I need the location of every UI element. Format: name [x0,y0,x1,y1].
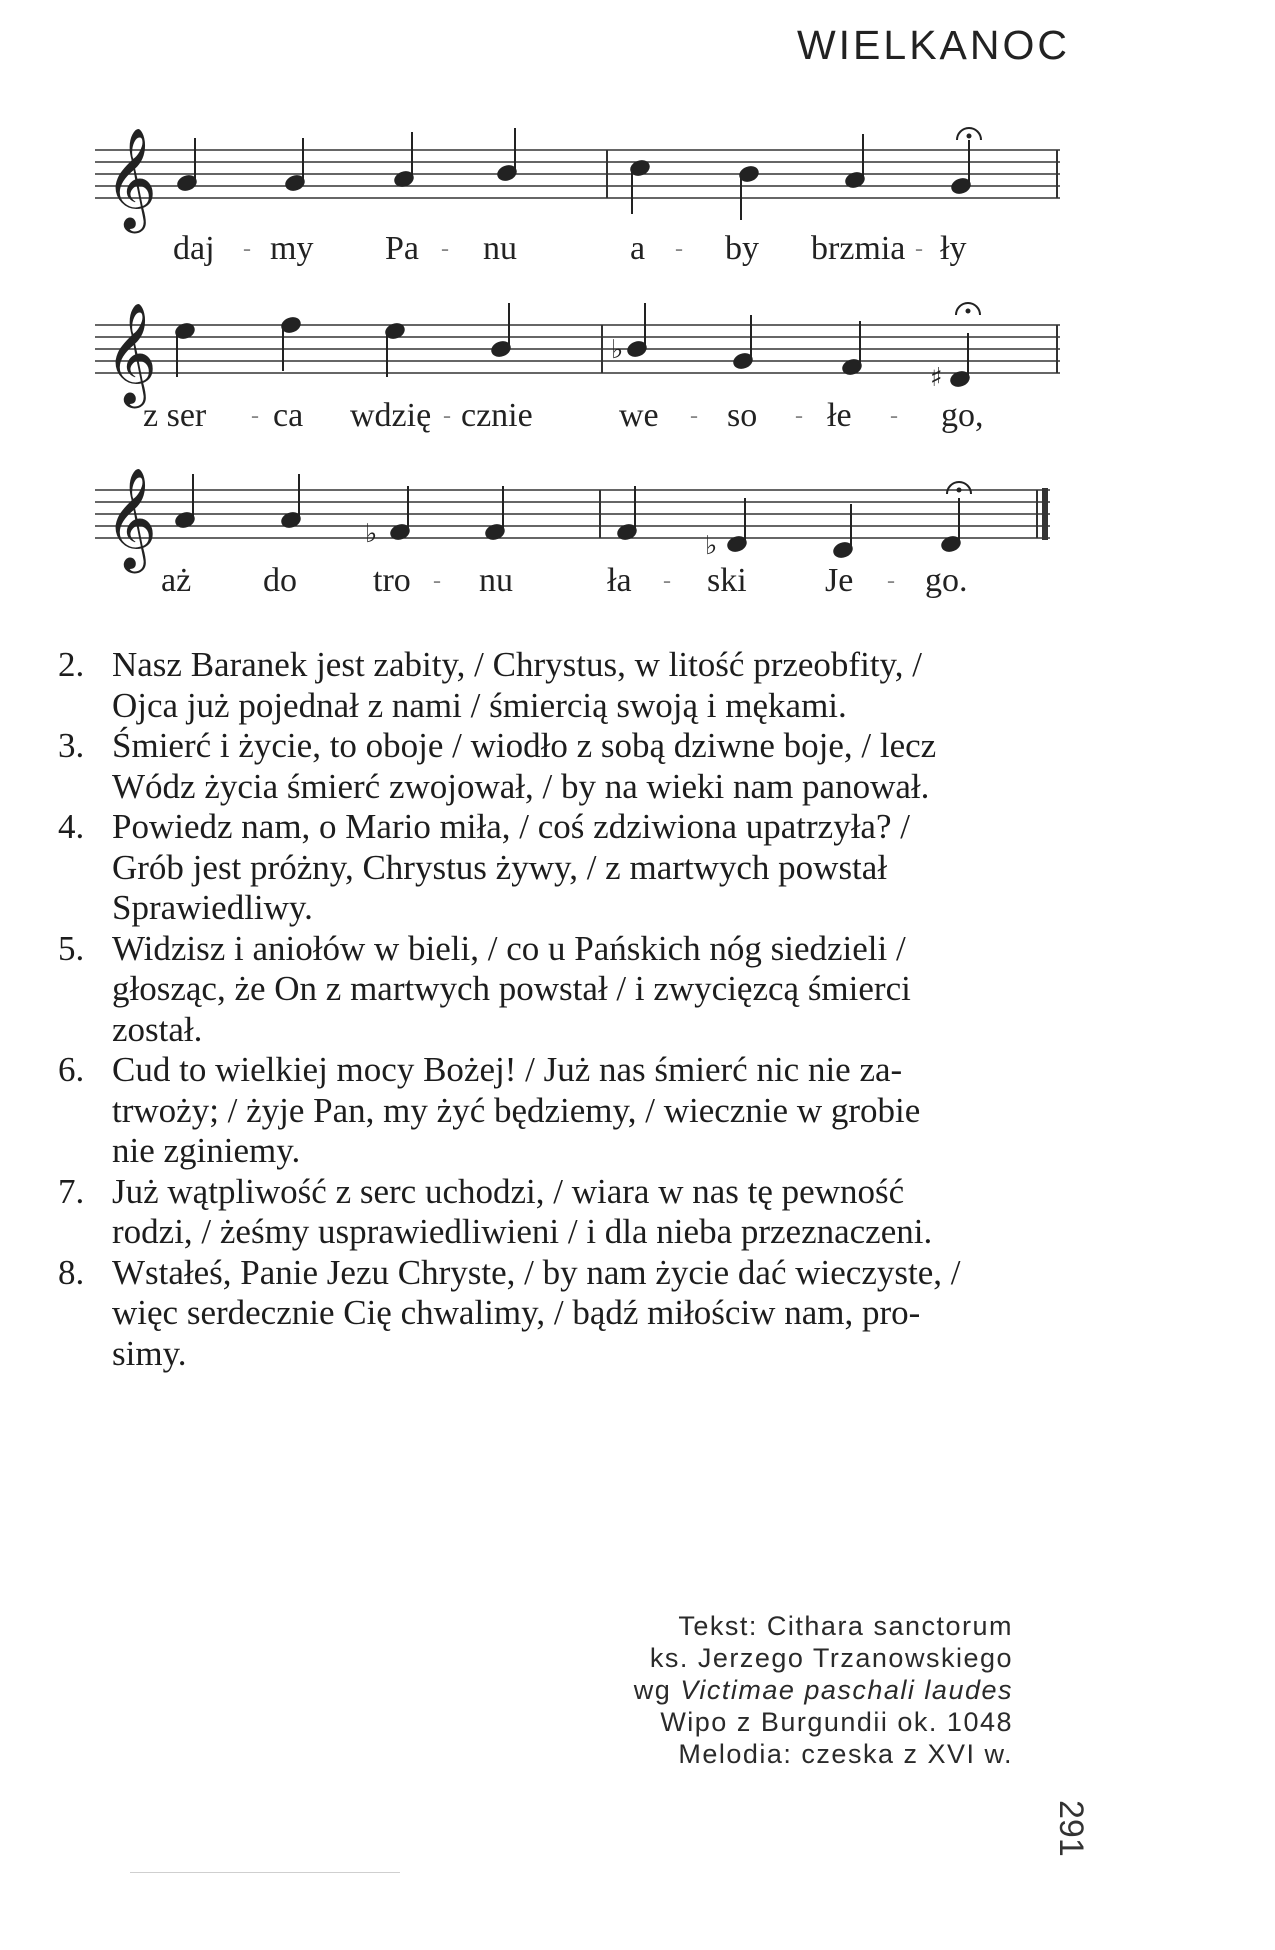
lyric-syllable: tro [373,562,411,599]
credit-melody: Melodia: czeska z XVI w. [678,1739,1013,1769]
lyric-syllable: aż [161,562,192,599]
verse-number: 5. [58,928,85,968]
verse-6 [58,1050,1048,1172]
flat-sign: ♭ [365,519,378,549]
verse-line: Cud to wielkiej mocy Bożej! / Już nas śmierć nic nie za- [112,1050,903,1089]
verse-line: został. [112,1009,203,1049]
lyric-syllable: nu [483,230,517,267]
treble-clef: 𝄞 [105,126,158,229]
lyric-syllable: ca [273,397,304,434]
flat-sign: ♭ [705,531,718,561]
lyric-syllable: z ser [143,397,207,434]
verse-line: więc serdecznie Cię chwalimy, / bądź miłościw nam, pro- [112,1293,921,1332]
treble-clef: 𝄞 [105,466,158,569]
verse-line: Widzisz i aniołów w bieli, / co u Pańskich nóg siedzieli / [112,928,906,968]
lyric-syllable: by [725,230,759,267]
lyric-syllable: ła [607,562,632,599]
music-system-3: 𝄞 ♭ ♭ aż do tro - nu ła - ski Je - go. [95,450,1070,640]
verse-number: 3. [58,726,85,765]
footer-rule [130,1872,400,1873]
verse-5 [58,928,1048,1051]
verse-number: 4. [58,807,85,846]
music-system-2: 𝄞 ♭ ♯ z ser - ca wdzię - cznie we - so - łe - go, [95,285,1070,485]
staff-1 [95,110,1070,230]
page-number: 291 [1052,1800,1090,1857]
flat-sign: ♭ [611,335,624,365]
lyric-syllable: cznie [461,397,533,434]
verse-line: Nasz Baranek jest zabity, / Chrystus, w litość przeobfity, / [112,645,922,684]
verse-line: Sprawiedliwy. [112,888,313,927]
verse-4 [58,807,1048,929]
verse-line: Grób jest próżny, Chrystus żywy, / z martwych powstał [112,847,888,887]
verse-line: rodzi, / żeśmy usprawiedliwieni / i dla nieba przeznaczeni. [112,1212,933,1251]
staff-3 [95,450,1070,570]
lyric-syllable: ły [940,230,967,267]
verse-line: nie zginiemy. [112,1131,301,1170]
verse-line: Wódz życia śmierć zwojował, / by na wieki nam panował. [112,766,930,806]
verse-8 [58,1252,1048,1375]
lyric-syllable: ski [707,562,747,599]
credit-original-author: Wipo z Burgundii ok. 1048 [660,1707,1013,1737]
lyric-syllable: do [263,562,297,599]
lyric-syllable: go. [925,562,968,599]
verse-line: Wstałeś, Panie Jezu Chryste, / by nam życie dać wieczyste, / [112,1252,961,1292]
music-system-1: 𝄞 daj - my Pa - nu a - by brzmia - ły [95,110,1070,310]
verse-line: Już wątpliwość z serc uchodzi, / wiara w nas tę pewność [112,1171,905,1211]
lyric-syllable: we [619,397,659,434]
lyric-syllable: Je [825,562,854,599]
treble-clef: 𝄞 [105,301,158,404]
lyric-syllable: Pa [385,230,419,267]
section-title: WIELKANOC [796,22,1070,68]
verse-number: 8. [58,1252,85,1292]
verse-line: trwoży; / żyje Pan, my żyć będziemy, / wiecznie w grobie [112,1090,921,1130]
verse-line: Śmierć i życie, to oboje / wiodło z sobą dziwne boje, / lecz [112,726,937,765]
verses [58,645,1048,1374]
verse-number: 2. [58,645,85,684]
verse-number: 6. [58,1050,85,1089]
verse-2 [58,645,1048,726]
lyric-syllable: brzmia [811,230,906,267]
credit-based-on-title: Victimae paschali laudes [680,1675,1013,1705]
staff-2 [95,285,1070,405]
verse-line: simy. [112,1333,187,1373]
lyric-syllable: so [727,397,758,434]
lyric-syllable: wdzię [350,397,432,434]
lyric-syllable: daj [173,230,215,267]
credit-author: ks. Jerzego Trzanowskiego [649,1643,1013,1673]
lyric-syllable: my [270,230,314,267]
credit-text-source: Tekst: Cithara sanctorum [678,1611,1013,1641]
lyric-syllable: łe [827,397,852,434]
credit-based-on [634,1674,1013,1706]
verse-line: głosząc, że On z martwych powstał / i zwycięzcą śmierci [112,969,911,1008]
verse-3 [58,726,1048,807]
credits [634,1610,1013,1770]
verse-number: 7. [58,1171,85,1211]
verse-line: Powiedz nam, o Mario miła, / coś zdziwiona upatrzyła? / [112,807,910,846]
sharp-sign: ♯ [930,363,943,393]
verse-line: Ojca już pojednał z nami / śmiercią swoją i mękami. [112,685,847,725]
lyric-syllable: go, [941,397,984,434]
credit-based-on-prefix: wg [633,1675,672,1705]
verse-7 [58,1171,1048,1253]
lyric-syllable: nu [479,562,513,599]
lyric-syllable: a [630,230,646,267]
